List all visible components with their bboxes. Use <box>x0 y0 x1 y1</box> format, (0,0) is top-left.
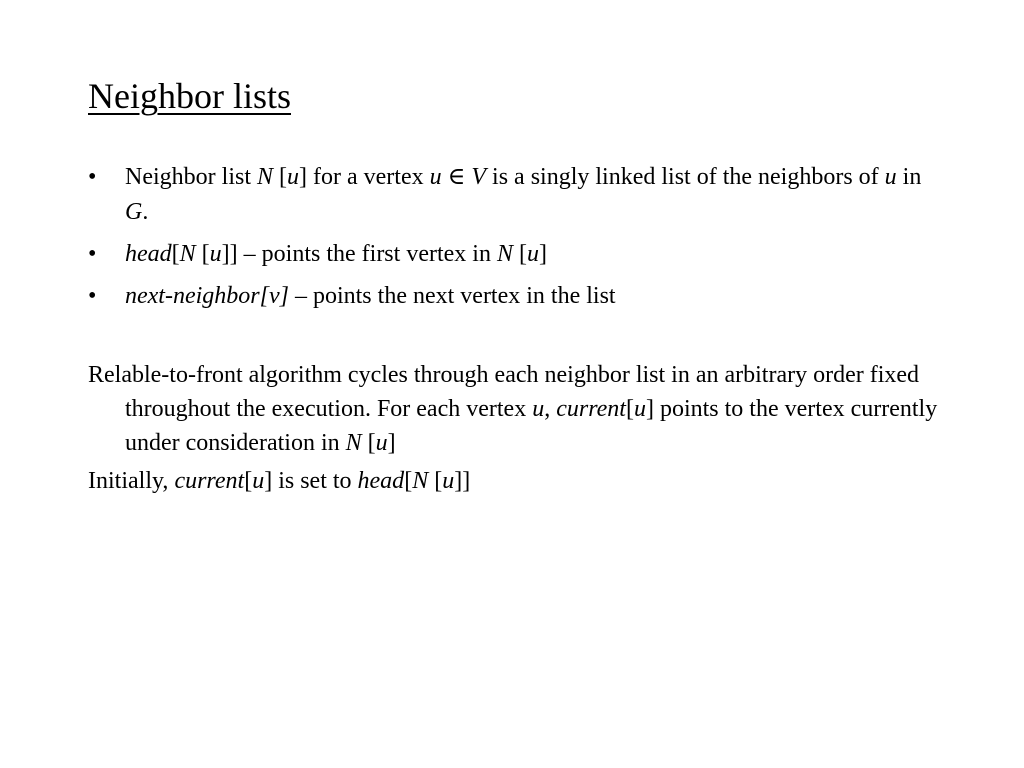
text-fragment: [ <box>195 241 210 267</box>
math-var: u <box>532 396 545 422</box>
math-var: N <box>496 241 513 267</box>
text-fragment: ] for a vertex <box>299 164 430 190</box>
math-var: current <box>556 396 626 422</box>
text-fragment: ] is set to <box>264 468 358 494</box>
text-fragment: ]] <box>454 468 471 494</box>
math-var: current <box>174 468 245 494</box>
text-fragment: [ <box>404 468 413 494</box>
math-var: u <box>252 468 265 494</box>
math-var: u <box>429 164 442 190</box>
text-fragment: [ <box>512 241 527 267</box>
text-fragment: [ <box>361 430 376 456</box>
math-var: next-neighbor[v] <box>125 283 289 309</box>
math-var: N <box>412 468 429 494</box>
math-var: N <box>345 430 362 456</box>
math-var: u <box>526 241 539 267</box>
text-fragment: ] points to the vertex currently under consideration in <box>125 396 938 456</box>
bullet-item-head <box>88 237 948 272</box>
math-var: u <box>209 241 222 267</box>
bullet-dot-icon: • <box>88 283 97 309</box>
bullet-dot-icon: • <box>88 164 97 190</box>
bullet-item-next-neighbor <box>88 279 948 314</box>
text-fragment: [ <box>244 468 253 494</box>
text-fragment: in <box>896 164 922 190</box>
math-var: u <box>375 430 388 456</box>
text-fragment: ]] – points the first vertex in <box>221 241 497 267</box>
text-fragment: [ <box>171 241 180 267</box>
element-of-symbol: ∈ <box>441 164 472 190</box>
math-var: G <box>125 199 143 225</box>
text-fragment: Neighbor list <box>125 164 257 190</box>
text-fragment: ] <box>387 430 396 456</box>
text-fragment: [ <box>273 164 288 190</box>
slide-title: Neighbor lists <box>88 76 291 116</box>
bullet-list <box>88 160 948 321</box>
math-var: V <box>471 164 487 190</box>
text-fragment: Initially, <box>88 468 175 494</box>
text-fragment: [ <box>625 396 634 422</box>
text-fragment: . <box>142 199 149 225</box>
math-var: head <box>357 468 405 494</box>
bullet-dot-icon: • <box>88 241 97 267</box>
text-fragment: – points the next vertex in the list <box>288 283 616 309</box>
paragraph-initially <box>88 464 985 498</box>
text-fragment: [ <box>428 468 443 494</box>
text-fragment: Relable-to-front algorithm cycles through each neighbor list in an arbitrary order fixed throughout the execution. For each vertex <box>88 362 920 422</box>
bullet-item-neighbor-list <box>88 160 948 230</box>
math-var: u <box>884 164 897 190</box>
math-var: u <box>633 396 646 422</box>
math-var: N <box>257 164 274 190</box>
math-var: u <box>442 468 455 494</box>
paragraph-relabel-to-front <box>88 358 985 460</box>
math-var: N <box>179 241 196 267</box>
text-fragment: is a singly linked list of the neighbors of <box>486 164 885 190</box>
text-fragment: ] <box>538 241 547 267</box>
math-var: u <box>287 164 300 190</box>
text-fragment: , <box>544 396 557 422</box>
math-var: head <box>125 241 172 267</box>
